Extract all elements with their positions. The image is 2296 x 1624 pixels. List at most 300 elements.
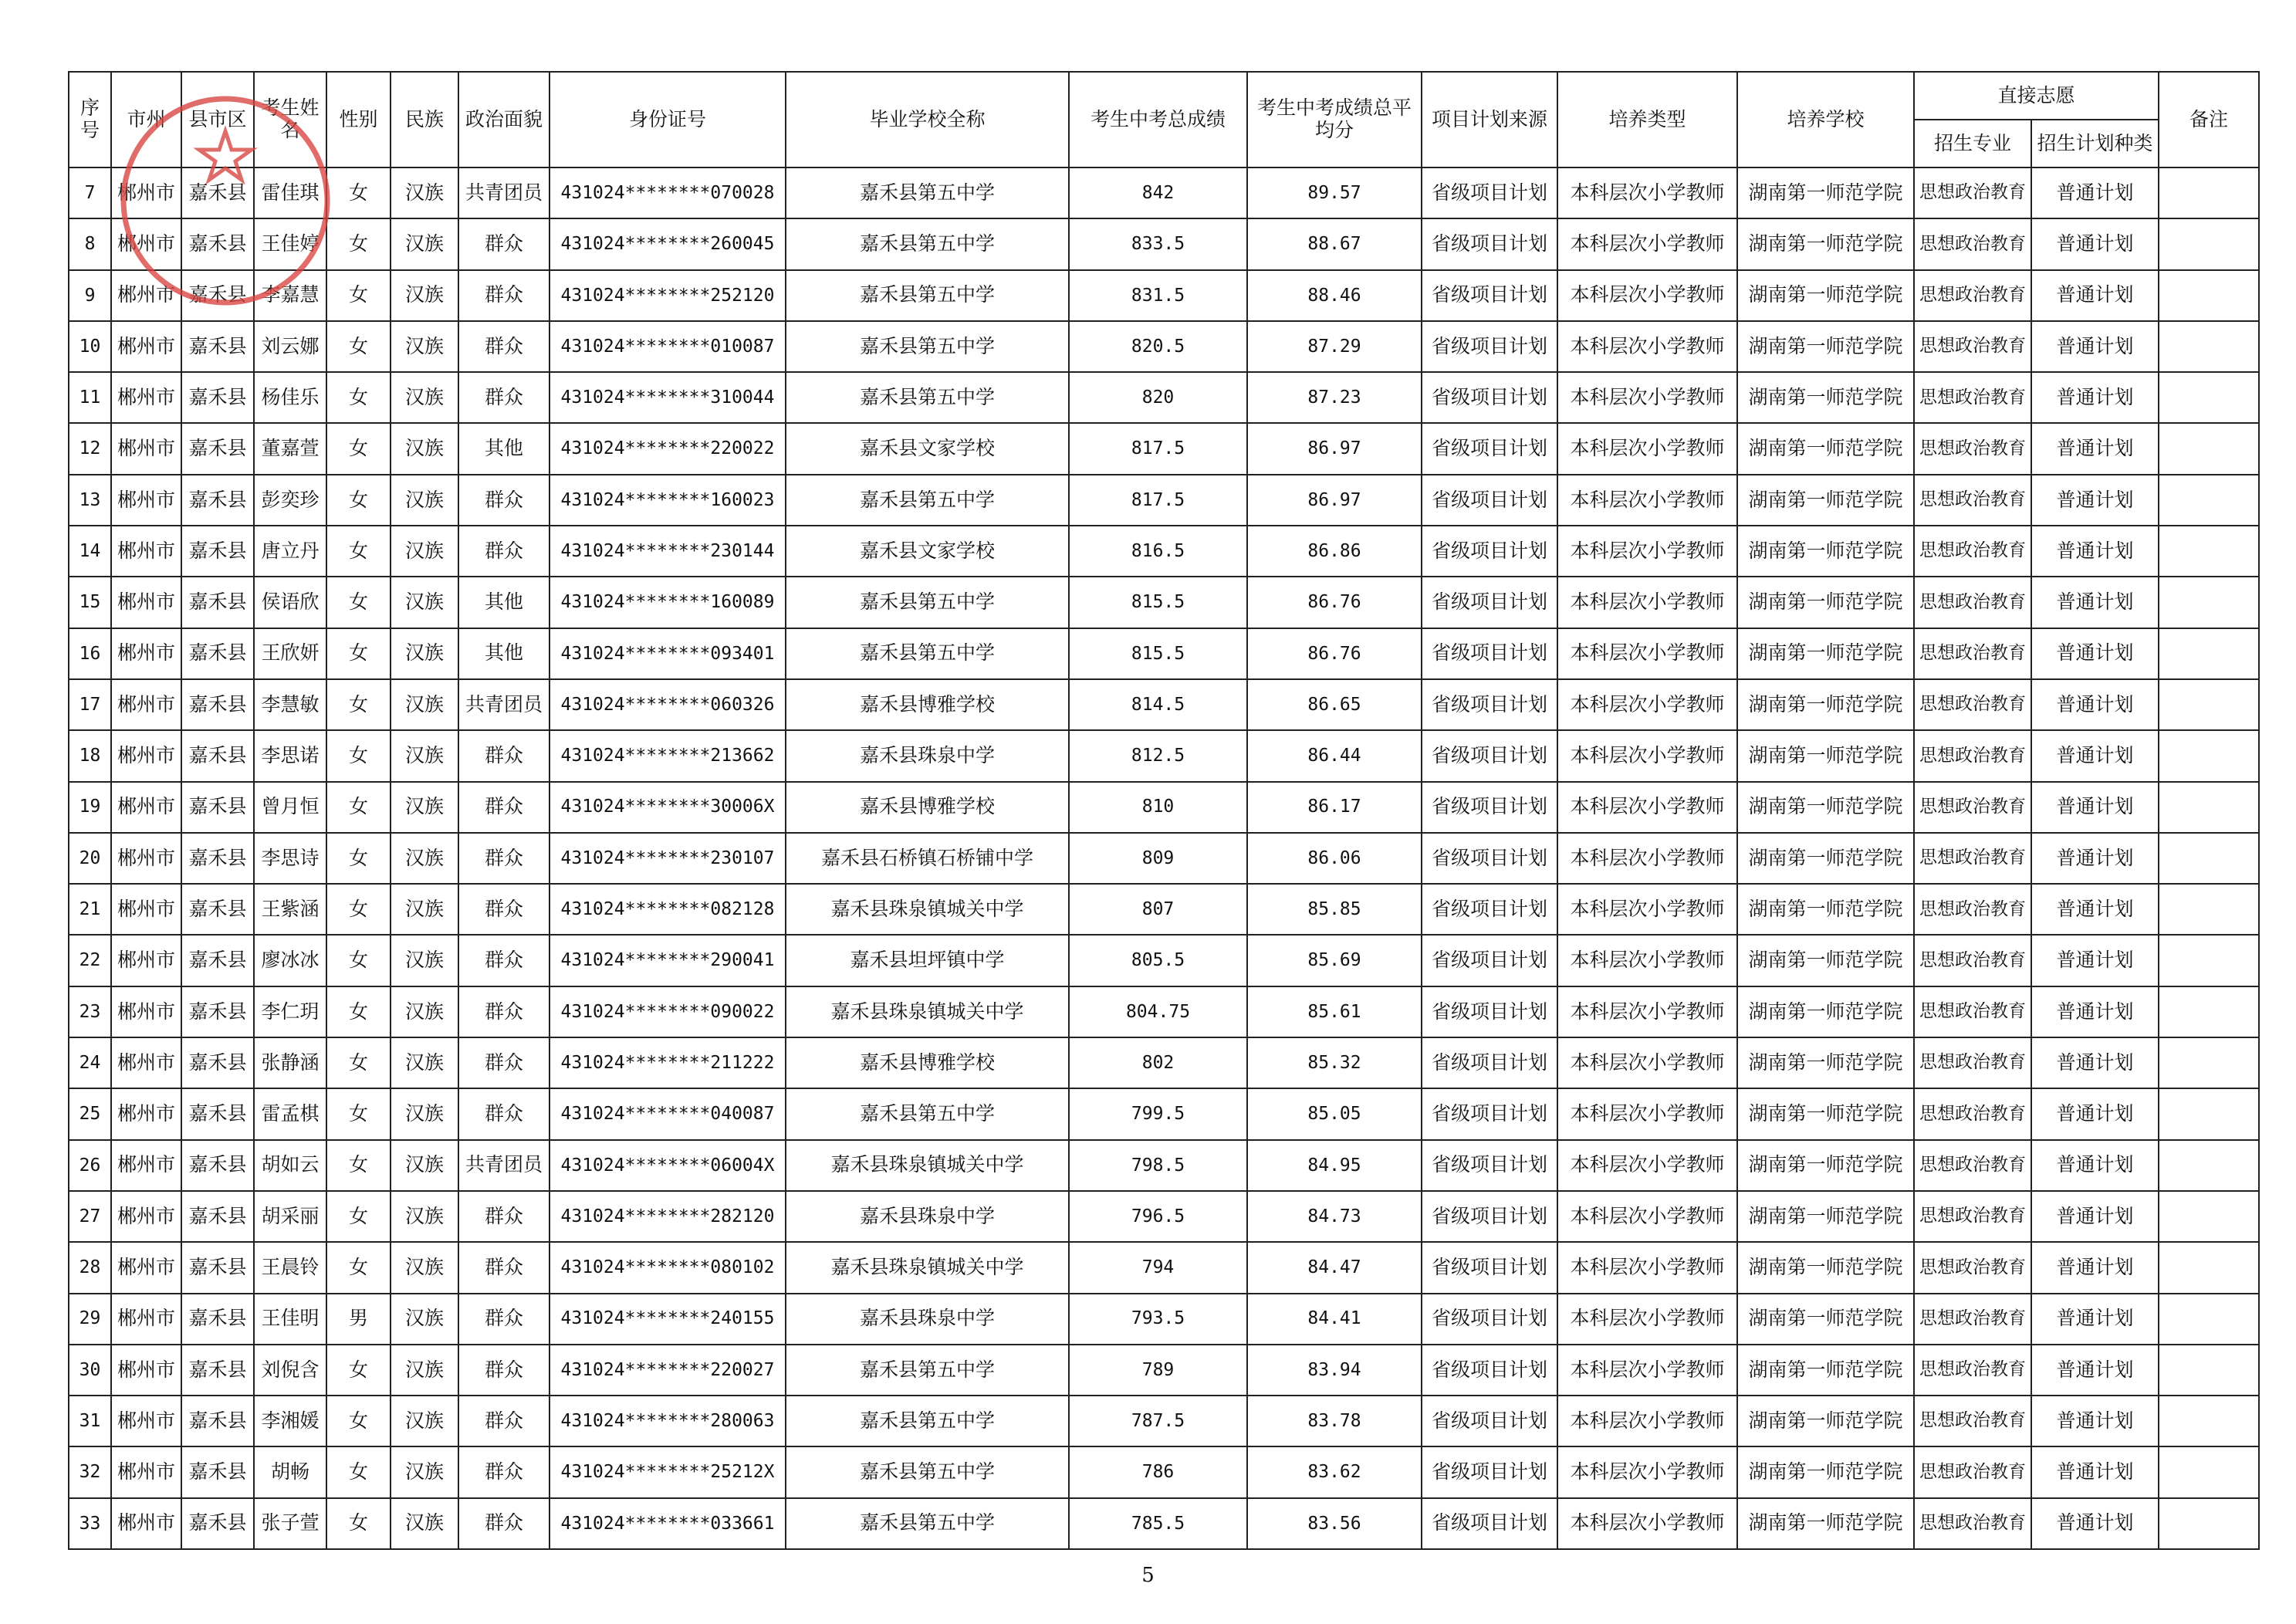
cell-id-number: 431024********211222 — [549, 1037, 786, 1088]
cell-ethnicity: 汉族 — [391, 1345, 458, 1396]
cell-training-school: 湖南第一师范学院 — [1737, 1294, 1914, 1345]
cell-avg-score: 86.65 — [1247, 679, 1422, 730]
cell-major: 思想政治教育 — [1914, 423, 2031, 474]
cell-id-number: 431024********310044 — [549, 372, 786, 423]
cell-plan-type: 普通计划 — [2031, 270, 2159, 321]
cell-major: 思想政治教育 — [1914, 628, 2031, 679]
cell-plan-type: 普通计划 — [2031, 372, 2159, 423]
cell-total-score: 810 — [1069, 782, 1247, 833]
cell-training-type: 本科层次小学教师 — [1557, 782, 1737, 833]
cell-political: 群众 — [458, 1088, 549, 1139]
cell-plan-source: 省级项目计划 — [1422, 372, 1557, 423]
cell-remark — [2159, 1345, 2259, 1396]
table-row — [69, 1345, 2259, 1396]
cell-county: 嘉禾县 — [181, 321, 254, 372]
cell-id-number: 431024********160023 — [549, 475, 786, 526]
cell-plan-type: 普通计划 — [2031, 628, 2159, 679]
cell-county: 嘉禾县 — [181, 782, 254, 833]
cell-seq: 20 — [69, 833, 111, 884]
cell-school: 嘉禾县珠泉镇城关中学 — [786, 986, 1069, 1037]
table-row — [69, 1088, 2259, 1139]
cell-county: 嘉禾县 — [181, 730, 254, 781]
cell-political: 群众 — [458, 1294, 549, 1345]
cell-school: 嘉禾县石桥镇石桥铺中学 — [786, 833, 1069, 884]
header-gender: 性别 — [326, 72, 391, 167]
cell-seq: 18 — [69, 730, 111, 781]
cell-training-school: 湖南第一师范学院 — [1737, 884, 1914, 935]
header-political: 政治面貌 — [458, 72, 549, 167]
cell-school: 嘉禾县第五中学 — [786, 167, 1069, 218]
cell-city: 郴州市 — [111, 1242, 181, 1293]
cell-city: 郴州市 — [111, 833, 181, 884]
cell-id-number: 431024********070028 — [549, 167, 786, 218]
cell-major: 思想政治教育 — [1914, 1446, 2031, 1497]
cell-school: 嘉禾县博雅学校 — [786, 679, 1069, 730]
header-plan-type: 招生计划种类 — [2031, 120, 2159, 167]
cell-plan-source: 省级项目计划 — [1422, 986, 1557, 1037]
cell-total-score: 816.5 — [1069, 526, 1247, 577]
cell-plan-type: 普通计划 — [2031, 730, 2159, 781]
cell-plan-type: 普通计划 — [2031, 1396, 2159, 1446]
cell-plan-source: 省级项目计划 — [1422, 1345, 1557, 1396]
cell-political: 其他 — [458, 577, 549, 628]
cell-training-school: 湖南第一师范学院 — [1737, 1446, 1914, 1497]
cell-school: 嘉禾县第五中学 — [786, 628, 1069, 679]
cell-plan-type: 普通计划 — [2031, 1242, 2159, 1293]
cell-avg-score: 83.62 — [1247, 1446, 1422, 1497]
cell-remark — [2159, 730, 2259, 781]
cell-gender: 女 — [326, 218, 391, 269]
cell-remark — [2159, 1396, 2259, 1446]
cell-training-school: 湖南第一师范学院 — [1737, 321, 1914, 372]
cell-county: 嘉禾县 — [181, 1191, 254, 1242]
cell-total-score: 799.5 — [1069, 1088, 1247, 1139]
cell-seq: 16 — [69, 628, 111, 679]
cell-plan-type: 普通计划 — [2031, 1191, 2159, 1242]
cell-total-score: 815.5 — [1069, 577, 1247, 628]
cell-ethnicity: 汉族 — [391, 1088, 458, 1139]
cell-seq: 12 — [69, 423, 111, 474]
cell-training-type: 本科层次小学教师 — [1557, 1037, 1737, 1088]
table-row — [69, 679, 2259, 730]
cell-political: 群众 — [458, 218, 549, 269]
cell-training-type: 本科层次小学教师 — [1557, 270, 1737, 321]
cell-remark — [2159, 1037, 2259, 1088]
cell-city: 郴州市 — [111, 782, 181, 833]
cell-id-number: 431024********082128 — [549, 884, 786, 935]
cell-total-score: 833.5 — [1069, 218, 1247, 269]
cell-id-number: 431024********06004X — [549, 1140, 786, 1191]
cell-school: 嘉禾县珠泉镇城关中学 — [786, 1242, 1069, 1293]
cell-gender: 女 — [326, 1037, 391, 1088]
cell-training-school: 湖南第一师范学院 — [1737, 270, 1914, 321]
cell-seq: 31 — [69, 1396, 111, 1446]
cell-training-type: 本科层次小学教师 — [1557, 986, 1737, 1037]
cell-training-school: 湖南第一师范学院 — [1737, 167, 1914, 218]
header-ethnicity: 民族 — [391, 72, 458, 167]
cell-ethnicity: 汉族 — [391, 423, 458, 474]
cell-county: 嘉禾县 — [181, 884, 254, 935]
cell-major: 思想政治教育 — [1914, 372, 2031, 423]
cell-name: 李嘉慧 — [254, 270, 326, 321]
cell-id-number: 431024********090022 — [549, 986, 786, 1037]
cell-city: 郴州市 — [111, 1396, 181, 1446]
table-row — [69, 1242, 2259, 1293]
table-row — [69, 986, 2259, 1037]
table-row — [69, 526, 2259, 577]
cell-total-score: 796.5 — [1069, 1191, 1247, 1242]
cell-id-number: 431024********060326 — [549, 679, 786, 730]
cell-political: 群众 — [458, 730, 549, 781]
cell-political: 共青团员 — [458, 679, 549, 730]
header-training-type: 培养类型 — [1557, 72, 1737, 167]
cell-school: 嘉禾县第五中学 — [786, 1088, 1069, 1139]
cell-id-number: 431024********30006X — [549, 782, 786, 833]
cell-avg-score: 83.94 — [1247, 1345, 1422, 1396]
cell-county: 嘉禾县 — [181, 577, 254, 628]
cell-training-school: 湖南第一师范学院 — [1737, 526, 1914, 577]
cell-name: 李思诗 — [254, 833, 326, 884]
cell-avg-score: 85.61 — [1247, 986, 1422, 1037]
cell-plan-source: 省级项目计划 — [1422, 679, 1557, 730]
cell-political: 群众 — [458, 1498, 549, 1549]
cell-political: 群众 — [458, 1396, 549, 1446]
cell-city: 郴州市 — [111, 1140, 181, 1191]
cell-avg-score: 84.47 — [1247, 1242, 1422, 1293]
cell-school: 嘉禾县第五中学 — [786, 270, 1069, 321]
cell-remark — [2159, 1294, 2259, 1345]
cell-school: 嘉禾县博雅学校 — [786, 1037, 1069, 1088]
cell-county: 嘉禾县 — [181, 833, 254, 884]
cell-political: 群众 — [458, 986, 549, 1037]
cell-avg-score: 86.76 — [1247, 577, 1422, 628]
table-row — [69, 1498, 2259, 1549]
table-row — [69, 833, 2259, 884]
cell-county: 嘉禾县 — [181, 1294, 254, 1345]
cell-plan-source: 省级项目计划 — [1422, 1037, 1557, 1088]
cell-ethnicity: 汉族 — [391, 270, 458, 321]
cell-county: 嘉禾县 — [181, 423, 254, 474]
cell-training-school: 湖南第一师范学院 — [1737, 935, 1914, 986]
cell-training-type: 本科层次小学教师 — [1557, 730, 1737, 781]
cell-training-school: 湖南第一师范学院 — [1737, 372, 1914, 423]
cell-plan-source: 省级项目计划 — [1422, 935, 1557, 986]
header-school: 毕业学校全称 — [786, 72, 1069, 167]
cell-avg-score: 85.32 — [1247, 1037, 1422, 1088]
cell-ethnicity: 汉族 — [391, 884, 458, 935]
cell-training-school: 湖南第一师范学院 — [1737, 679, 1914, 730]
cell-ethnicity: 汉族 — [391, 628, 458, 679]
cell-training-school: 湖南第一师范学院 — [1737, 628, 1914, 679]
cell-school: 嘉禾县文家学校 — [786, 423, 1069, 474]
cell-plan-type: 普通计划 — [2031, 679, 2159, 730]
cell-avg-score: 86.86 — [1247, 526, 1422, 577]
cell-name: 李慧敏 — [254, 679, 326, 730]
cell-plan-source: 省级项目计划 — [1422, 628, 1557, 679]
cell-political: 群众 — [458, 270, 549, 321]
cell-remark — [2159, 218, 2259, 269]
table-row — [69, 884, 2259, 935]
cell-avg-score: 86.44 — [1247, 730, 1422, 781]
cell-total-score: 807 — [1069, 884, 1247, 935]
cell-training-type: 本科层次小学教师 — [1557, 1345, 1737, 1396]
cell-id-number: 431024********230107 — [549, 833, 786, 884]
cell-remark — [2159, 1498, 2259, 1549]
cell-city: 郴州市 — [111, 372, 181, 423]
cell-gender: 女 — [326, 577, 391, 628]
cell-total-score: 804.75 — [1069, 986, 1247, 1037]
cell-ethnicity: 汉族 — [391, 1242, 458, 1293]
cell-county: 嘉禾县 — [181, 1345, 254, 1396]
cell-name: 雷孟棋 — [254, 1088, 326, 1139]
cell-school: 嘉禾县第五中学 — [786, 475, 1069, 526]
cell-training-type: 本科层次小学教师 — [1557, 1498, 1737, 1549]
cell-gender: 女 — [326, 884, 391, 935]
cell-major: 思想政治教育 — [1914, 1037, 2031, 1088]
cell-plan-source: 省级项目计划 — [1422, 423, 1557, 474]
cell-training-type: 本科层次小学教师 — [1557, 833, 1737, 884]
cell-name: 胡畅 — [254, 1446, 326, 1497]
cell-name: 胡如云 — [254, 1140, 326, 1191]
cell-total-score: 787.5 — [1069, 1396, 1247, 1446]
cell-ethnicity: 汉族 — [391, 986, 458, 1037]
cell-name: 曾月恒 — [254, 782, 326, 833]
cell-avg-score: 87.23 — [1247, 372, 1422, 423]
cell-remark — [2159, 1140, 2259, 1191]
cell-remark — [2159, 1242, 2259, 1293]
cell-school: 嘉禾县第五中学 — [786, 1396, 1069, 1446]
cell-city: 郴州市 — [111, 986, 181, 1037]
admissions-table — [68, 71, 2260, 1550]
cell-training-school: 湖南第一师范学院 — [1737, 218, 1914, 269]
cell-seq: 29 — [69, 1294, 111, 1345]
cell-plan-source: 省级项目计划 — [1422, 782, 1557, 833]
header-training-school: 培养学校 — [1737, 72, 1914, 167]
cell-major: 思想政治教育 — [1914, 526, 2031, 577]
cell-remark — [2159, 884, 2259, 935]
cell-major: 思想政治教育 — [1914, 986, 2031, 1037]
cell-avg-score: 86.97 — [1247, 475, 1422, 526]
cell-city: 郴州市 — [111, 526, 181, 577]
cell-city: 郴州市 — [111, 1294, 181, 1345]
header-direct-choice: 直接志愿 — [1914, 72, 2159, 120]
cell-total-score: 820 — [1069, 372, 1247, 423]
cell-major: 思想政治教育 — [1914, 1345, 2031, 1396]
cell-remark — [2159, 679, 2259, 730]
cell-training-school: 湖南第一师范学院 — [1737, 577, 1914, 628]
cell-total-score: 842 — [1069, 167, 1247, 218]
cell-city: 郴州市 — [111, 423, 181, 474]
cell-seq: 33 — [69, 1498, 111, 1549]
cell-political: 群众 — [458, 833, 549, 884]
cell-id-number: 431024********290041 — [549, 935, 786, 986]
cell-political: 群众 — [458, 1191, 549, 1242]
cell-ethnicity: 汉族 — [391, 475, 458, 526]
cell-political: 群众 — [458, 1242, 549, 1293]
cell-city: 郴州市 — [111, 884, 181, 935]
cell-avg-score: 87.29 — [1247, 321, 1422, 372]
cell-total-score: 809 — [1069, 833, 1247, 884]
cell-school: 嘉禾县文家学校 — [786, 526, 1069, 577]
cell-avg-score: 84.95 — [1247, 1140, 1422, 1191]
cell-training-type: 本科层次小学教师 — [1557, 526, 1737, 577]
cell-training-type: 本科层次小学教师 — [1557, 218, 1737, 269]
cell-school: 嘉禾县第五中学 — [786, 577, 1069, 628]
cell-city: 郴州市 — [111, 218, 181, 269]
cell-major: 思想政治教育 — [1914, 1088, 2031, 1139]
cell-seq: 17 — [69, 679, 111, 730]
cell-seq: 32 — [69, 1446, 111, 1497]
cell-plan-type: 普通计划 — [2031, 1140, 2159, 1191]
table-row — [69, 782, 2259, 833]
table-row — [69, 935, 2259, 986]
cell-plan-type: 普通计划 — [2031, 577, 2159, 628]
cell-ethnicity: 汉族 — [391, 372, 458, 423]
cell-political: 群众 — [458, 1345, 549, 1396]
cell-name: 刘倪含 — [254, 1345, 326, 1396]
cell-id-number: 431024********220022 — [549, 423, 786, 474]
cell-remark — [2159, 270, 2259, 321]
cell-plan-source: 省级项目计划 — [1422, 884, 1557, 935]
cell-plan-type: 普通计划 — [2031, 1498, 2159, 1549]
cell-remark — [2159, 372, 2259, 423]
cell-seq: 13 — [69, 475, 111, 526]
cell-training-type: 本科层次小学教师 — [1557, 167, 1737, 218]
cell-training-school: 湖南第一师范学院 — [1737, 1345, 1914, 1396]
cell-city: 郴州市 — [111, 321, 181, 372]
cell-county: 嘉禾县 — [181, 218, 254, 269]
cell-major: 思想政治教育 — [1914, 1498, 2031, 1549]
cell-ethnicity: 汉族 — [391, 1294, 458, 1345]
cell-gender: 女 — [326, 1140, 391, 1191]
cell-avg-score: 89.57 — [1247, 167, 1422, 218]
cell-city: 郴州市 — [111, 628, 181, 679]
header-remarks: 备注 — [2159, 72, 2259, 167]
cell-total-score: 789 — [1069, 1345, 1247, 1396]
cell-remark — [2159, 475, 2259, 526]
table-row — [69, 218, 2259, 269]
cell-avg-score: 85.85 — [1247, 884, 1422, 935]
cell-avg-score: 84.73 — [1247, 1191, 1422, 1242]
cell-school: 嘉禾县珠泉镇城关中学 — [786, 884, 1069, 935]
cell-remark — [2159, 1088, 2259, 1139]
cell-plan-source: 省级项目计划 — [1422, 526, 1557, 577]
cell-name: 侯语欣 — [254, 577, 326, 628]
cell-city: 郴州市 — [111, 1446, 181, 1497]
cell-seq: 11 — [69, 372, 111, 423]
table-row — [69, 372, 2259, 423]
table-row — [69, 1191, 2259, 1242]
cell-total-score: 785.5 — [1069, 1498, 1247, 1549]
cell-training-type: 本科层次小学教师 — [1557, 1140, 1737, 1191]
cell-training-school: 湖南第一师范学院 — [1737, 986, 1914, 1037]
cell-plan-type: 普通计划 — [2031, 986, 2159, 1037]
cell-ethnicity: 汉族 — [391, 935, 458, 986]
header-total-score: 考生中考总成绩 — [1069, 72, 1247, 167]
cell-total-score: 802 — [1069, 1037, 1247, 1088]
table-row — [69, 628, 2259, 679]
cell-training-school: 湖南第一师范学院 — [1737, 1140, 1914, 1191]
cell-training-school: 湖南第一师范学院 — [1737, 423, 1914, 474]
cell-id-number: 431024********033661 — [549, 1498, 786, 1549]
cell-gender: 女 — [326, 1191, 391, 1242]
cell-school: 嘉禾县第五中学 — [786, 372, 1069, 423]
cell-gender: 女 — [326, 167, 391, 218]
cell-seq: 28 — [69, 1242, 111, 1293]
cell-plan-type: 普通计划 — [2031, 218, 2159, 269]
cell-total-score: 815.5 — [1069, 628, 1247, 679]
cell-total-score: 820.5 — [1069, 321, 1247, 372]
cell-remark — [2159, 1446, 2259, 1497]
cell-training-school: 湖南第一师范学院 — [1737, 1242, 1914, 1293]
page-number: 5 — [1141, 1564, 1155, 1587]
cell-id-number: 431024********093401 — [549, 628, 786, 679]
cell-city: 郴州市 — [111, 270, 181, 321]
cell-seq: 21 — [69, 884, 111, 935]
cell-remark — [2159, 321, 2259, 372]
header-avg-score: 考生中考成绩总平均分 — [1247, 72, 1422, 167]
cell-name: 李思诺 — [254, 730, 326, 781]
cell-school: 嘉禾县坦坪镇中学 — [786, 935, 1069, 986]
cell-major: 思想政治教育 — [1914, 475, 2031, 526]
cell-training-type: 本科层次小学教师 — [1557, 1088, 1737, 1139]
cell-training-type: 本科层次小学教师 — [1557, 321, 1737, 372]
cell-id-number: 431024********160089 — [549, 577, 786, 628]
cell-plan-source: 省级项目计划 — [1422, 218, 1557, 269]
cell-major: 思想政治教育 — [1914, 1242, 2031, 1293]
header-city: 市州 — [111, 72, 181, 167]
cell-plan-type: 普通计划 — [2031, 884, 2159, 935]
cell-training-type: 本科层次小学教师 — [1557, 628, 1737, 679]
cell-city: 郴州市 — [111, 1037, 181, 1088]
cell-gender: 女 — [326, 321, 391, 372]
cell-gender: 女 — [326, 986, 391, 1037]
cell-name: 李仁玥 — [254, 986, 326, 1037]
cell-training-type: 本科层次小学教师 — [1557, 1294, 1737, 1345]
cell-gender: 男 — [326, 1294, 391, 1345]
cell-seq: 14 — [69, 526, 111, 577]
table-row — [69, 270, 2259, 321]
cell-id-number: 431024********260045 — [549, 218, 786, 269]
cell-training-type: 本科层次小学教师 — [1557, 1242, 1737, 1293]
cell-avg-score: 86.97 — [1247, 423, 1422, 474]
cell-training-type: 本科层次小学教师 — [1557, 372, 1737, 423]
cell-ethnicity: 汉族 — [391, 218, 458, 269]
cell-major: 思想政治教育 — [1914, 1396, 2031, 1446]
cell-political: 群众 — [458, 884, 549, 935]
cell-plan-source: 省级项目计划 — [1422, 1396, 1557, 1446]
cell-major: 思想政治教育 — [1914, 167, 2031, 218]
cell-city: 郴州市 — [111, 679, 181, 730]
cell-school: 嘉禾县博雅学校 — [786, 782, 1069, 833]
cell-id-number: 431024********080102 — [549, 1242, 786, 1293]
cell-id-number: 431024********010087 — [549, 321, 786, 372]
cell-plan-source: 省级项目计划 — [1422, 833, 1557, 884]
cell-remark — [2159, 1191, 2259, 1242]
cell-plan-source: 省级项目计划 — [1422, 1294, 1557, 1345]
header-major: 招生专业 — [1914, 120, 2031, 167]
cell-county: 嘉禾县 — [181, 679, 254, 730]
cell-avg-score: 88.67 — [1247, 218, 1422, 269]
cell-county: 嘉禾县 — [181, 270, 254, 321]
cell-name: 胡采丽 — [254, 1191, 326, 1242]
cell-training-type: 本科层次小学教师 — [1557, 423, 1737, 474]
cell-training-type: 本科层次小学教师 — [1557, 884, 1737, 935]
cell-plan-type: 普通计划 — [2031, 782, 2159, 833]
cell-id-number: 431024********240155 — [549, 1294, 786, 1345]
cell-city: 郴州市 — [111, 935, 181, 986]
cell-plan-type: 普通计划 — [2031, 1088, 2159, 1139]
